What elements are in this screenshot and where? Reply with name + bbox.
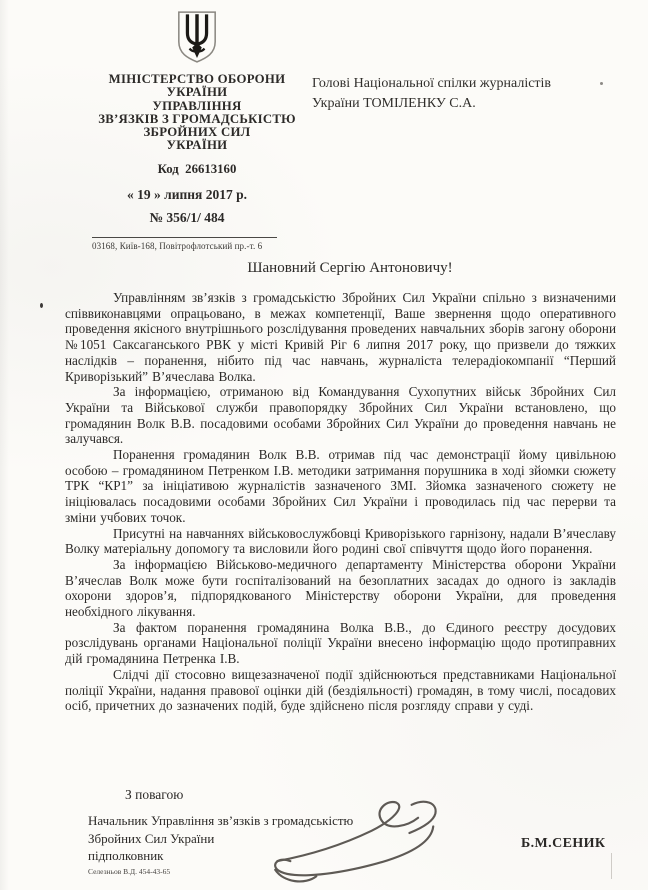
letterhead bbox=[62, 10, 332, 177]
salutation: Шановний Сергію Антоновичу! bbox=[247, 260, 453, 276]
recipient-line: України ТОМІЛЕНКУ С.А. bbox=[312, 95, 476, 111]
org-line: ЗБРОЙНИХ СИЛ bbox=[143, 125, 251, 140]
document-ref-number: № 356/1/ 484 bbox=[149, 210, 225, 225]
scan-speck bbox=[600, 82, 603, 85]
body-paragraph: Поранення громадянин Волк В.В. отримав під час демонстрації йому цивільною особою – громадянином Петренком І.В. методики затримання порушника в ході зйомки сюжету ТРК “КР1” за ініціативою журналістів зазначеного ЗМІ. Зйомка зазначеного сюжету не ініціювалась посадовими особами Збройних Сил України і проводилась під час перерви та зміни учбових точок. bbox=[65, 447, 616, 525]
body-paragraph: За фактом поранення громадянина Волка В.В., до Єдиного реєстру досудових розслідувань органами Національної поліції України внесено інформацію щодо протиправних дій громадянина Петренка І.В. bbox=[65, 619, 616, 667]
signer-name: Б.М.СЕНИК bbox=[521, 836, 606, 851]
scan-speck bbox=[40, 303, 43, 308]
body-paragraph: За інформацією Військово-медичного департаменту Міністерства оборони України В’ячеслав Волк може бути госпіталізований на безоплатних засадах до одного із закладів охорони здоров’я, підпорядкованого Міністерству оборони України, для проведення необхідного лікування. bbox=[65, 556, 616, 620]
org-line: УКРАЇНИ bbox=[166, 138, 228, 153]
scan-crease bbox=[611, 853, 612, 879]
letter-body bbox=[65, 290, 616, 714]
body-paragraph: Присутні на навчаннях військовослужбовці Криворізького гарнізону, надали В’ячеславу Волку матеріальну допомогу та висловили його родині свої співчуття щодо його поранення. bbox=[65, 525, 616, 557]
signer-title-line: підполковник bbox=[88, 848, 164, 864]
org-line: МІНІСТЕРСТВО ОБОРОНИ bbox=[108, 72, 286, 86]
body-paragraph: Управлінням зв’язків з громадськістю Збройних Сил України спільно з визначеними співвиконавцями опрацьовано, в межах компетенції, Ваше звернення щодо оперативного проведення якісного внутрішнього розслідування проведених навчальних зборів загону оборони №1051 Саксаганського РВК у місті Кривій Ріг 6 липня 2017 року, що призвели до тяжких наслідків – поранення, нібито під час навчань, журналіста телерадіокомпанії “Перший Криворізький” В’ячеслава Волка. bbox=[65, 290, 616, 384]
recipient-line: Голові Національної спілки журналістів bbox=[312, 76, 552, 91]
signer-title-line: Збройних Сил України bbox=[88, 830, 215, 846]
org-line: УКРАЇНИ bbox=[166, 85, 228, 100]
letterhead-address: 03168, Київ-168, Повітрофлотський пр.-т. 6 bbox=[92, 241, 263, 251]
closing-regards: З повагою bbox=[125, 787, 184, 802]
org-code: Код 26613160 bbox=[157, 161, 237, 176]
recipient-block bbox=[312, 74, 612, 113]
handwritten-signature-icon bbox=[268, 794, 448, 886]
ukraine-trident-icon bbox=[175, 10, 219, 64]
organization-name-block bbox=[62, 73, 332, 153]
executor-contact: Селезньов В.Д. 454-43-65 bbox=[88, 866, 171, 876]
body-paragraph: За інформацією, отриманою від Командування Сухопутних військ Збройних Сил України та Військової служби правопорядку Збройних Сил України встановлено, що громадянин Волк В.В. посадовими особами Збройних Сил України до проведення навчань не залучався. bbox=[65, 384, 616, 447]
body-paragraph: Слідчі дії стосовно вищезазначеної події здійснюються представниками Національної поліції України, надання правової оцінки дій (бездіяльності) громадян, в тому числі, посадових осіб, причетних до зазначених подій, буде здійснено після розгляду справи у суді. bbox=[65, 666, 616, 714]
org-line: ЗВ’ЯЗКІВ З ГРОМАДСЬКІСТЮ bbox=[98, 111, 296, 126]
document-date: « 19 » липня 2017 р. bbox=[127, 187, 247, 202]
org-line: УПРАВЛІННЯ bbox=[152, 98, 242, 113]
signer-title-line: Начальник Управління зв’язків з громадськістю bbox=[88, 813, 354, 828]
letterhead-divider bbox=[92, 237, 277, 238]
